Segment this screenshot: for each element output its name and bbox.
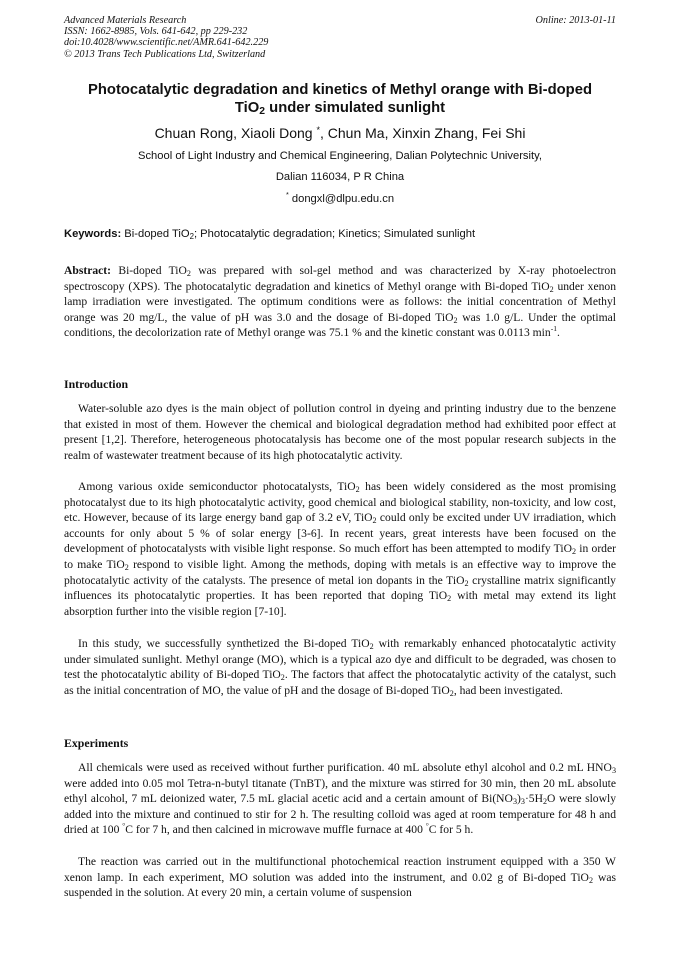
- subscript: 2: [369, 642, 374, 651]
- paragraph-text: could only be excited under UV irradiation, which accounts for only about 5 % of solar energy [3-6]. In recent years, great interests have been focused on the development of photocatalysts with visible light response. So much effort has been attempted to modify TiO: [64, 511, 616, 556]
- paragraph-text: . The factors that affect the photocatalytic activity of the catalyst, such as the initial concentration of MO, the value of pH and the dosage of Bi-doped TiO: [64, 668, 616, 697]
- superscript: -1: [550, 324, 557, 334]
- subscript: 2: [453, 315, 458, 325]
- subscript: 3: [512, 797, 517, 807]
- title-line-2: under simulated sunlight: [265, 100, 446, 116]
- author-list: [60, 125, 620, 141]
- keywords: [64, 228, 616, 240]
- paragraph-text: crystalline matrix significantly influences its photocatalytic properties. It has been reported that doping TiO: [64, 573, 616, 603]
- affiliation-line-2: Dalian 116034, P R China: [275, 171, 405, 183]
- subscript: 2: [280, 673, 285, 683]
- journal-header: [64, 15, 616, 60]
- paragraph-text: with metal may extend its light absorption further into the visible region [7-10].: [64, 589, 616, 618]
- section-heading-introduction: Introduction: [64, 377, 129, 391]
- section-heading-experiments: Experiments: [64, 736, 129, 750]
- authors-part-2: , Chun Ma, Xinxin Zhang, Fei Shi: [320, 125, 526, 141]
- intro-paragraph-2: [64, 479, 616, 619]
- email-star: *: [285, 190, 289, 199]
- subscript: 2: [464, 578, 469, 588]
- doi-line: doi:10.4028/www.scientific.net/AMR.641-642.229: [64, 37, 269, 49]
- paragraph-text: ): [517, 792, 521, 806]
- subscript: 2: [588, 875, 593, 885]
- paragraph-text: , had been investigated.: [453, 683, 563, 697]
- corresponding-mark: *: [316, 125, 320, 135]
- subscript: 2: [571, 547, 577, 557]
- subscript: 2: [186, 269, 191, 278]
- title-subscript: 2: [259, 106, 266, 117]
- degree-mark: °: [425, 821, 429, 831]
- abstract-text: Bi-doped TiO: [111, 264, 187, 277]
- subscript: 2: [542, 797, 548, 807]
- copyright-line: © 2013 Trans Tech Publications Ltd, Switzerland: [64, 48, 266, 60]
- subscript: 3: [520, 797, 525, 807]
- subscript: 3: [611, 766, 616, 775]
- intro-paragraph-1: Water-soluble azo dyes is the main object of pollution control in dyeing and printing industry due to the benzene that existed in most of them. However the chemical and biological degradation method had exhibited poor effect at present [1,2]. Therefore, heterogeneous photocatalysis has become one of the most popular research subjects in the realm of wastewater treatment because of its high photocatalytic activity.: [64, 402, 616, 462]
- journal-name: Advanced Materials Research: [64, 15, 187, 26]
- corresponding-email: [60, 190, 620, 205]
- online-date: Online: 2013-01-11: [535, 15, 616, 26]
- subscript: 2: [447, 594, 452, 604]
- paragraph-text: respond to visible light. Among the methods, doping with metals is an effective way to improve the photocatalytic activity of the catalysts. The presence of metal ion dopants in the TiO: [64, 557, 616, 587]
- paragraph-text: were added into 0.05 mol Tetra-n-butyl titanate (TnBT), and the mixture was stirred for 30 min, then 20 mL absolute ethyl alcohol, 7 mL deionized water, 7.5 mL glacial acetic acid and a certain amount of Bi(NO: [64, 776, 616, 806]
- keyword-subscript: 2: [189, 232, 194, 241]
- experiments-paragraph-2: [64, 854, 616, 901]
- paragraph-text: O were slowly added into the mixture and continued to stir for 2 h. The resulting colloid was aged at room temperature for 48 h and dried at 100: [64, 792, 616, 837]
- intro-paragraph-3: [64, 636, 616, 698]
- authors-part-1: Chuan Rong, Xiaoli Dong: [154, 125, 317, 141]
- title-line-1: Photocatalytic degradation and kinetics of Methyl orange with Bi-doped: [88, 82, 592, 98]
- subscript: 2: [355, 485, 360, 494]
- paragraph-text: was suspended in the solution. At every 20 min, a certain volume of suspension: [64, 870, 616, 900]
- issn-line: ISSN: 1662-8985, Vols. 641-642, pp 229-232: [64, 26, 248, 38]
- subscript: 2: [449, 688, 454, 698]
- abstract-label: Abstract:: [64, 264, 112, 277]
- keywords-label: Keywords:: [64, 228, 122, 240]
- experiments-paragraph-1: [64, 760, 616, 838]
- paragraph-text: C for 7 h, and then calcined in microwave muffle furnace at 400: [125, 823, 426, 837]
- keywords-rest: ; Photocatalytic degradation; Kinetics; Simulated sunlight: [193, 228, 476, 240]
- paragraph-text: C for 5 h.: [428, 823, 474, 837]
- affiliation-line-1: School of Light Industry and Chemical Engineering, Dalian Polytechnic University,: [138, 150, 542, 162]
- paper-title: [60, 81, 620, 117]
- paragraph-text: with remarkably enhanced photocatalytic activity under simulated sunlight. Methyl orange (MO), which is a typical azo dye and difficult to be degraded, was chosen to test the photocatalytic ability of Bi-doped TiO: [64, 637, 616, 682]
- paragraph-text: has been widely considered as the most promising photocatalyst due to its high photocatalytic activity, good chemical and biological stability, non-toxicity, and low cost, etc. However, because of its large energy band gap of 3.2 eV, TiO: [64, 480, 616, 525]
- subscript: 2: [124, 562, 129, 572]
- paragraph-text: in order to make TiO: [64, 542, 616, 571]
- paragraph-text: In this study, we successfully synthetized the Bi-doped TiO: [78, 637, 370, 650]
- degree-mark: °: [122, 821, 126, 831]
- title-tio: TiO: [234, 100, 260, 116]
- abstract-text: was 1.0 g/L. Under the optimal conditions, the decolorization rate of Methyl orange was 75.1 % and the kinetic constant was 0.0113 min: [64, 310, 616, 340]
- paragraph-text: ·5H: [524, 792, 543, 806]
- email-address: dongxl@dlpu.edu.cn: [288, 193, 395, 205]
- abstract: [64, 263, 616, 341]
- abstract-text: was prepared with sol-gel method and was characterized by X-ray photoelectron spectroscopy (XPS). The photocatalytic degradation and kinetics of Methyl orange with Bi-doped TiO: [64, 264, 617, 293]
- paragraph-text: The reaction was carried out in the multifunctional photochemical reaction instrument equipped with a 350 W xenon lamp. In each experiment, MO solution was added into the instrument, and 0.02 g of Bi-doped TiO: [64, 855, 616, 884]
- subscript: 2: [372, 516, 377, 526]
- paragraph-text: Among various oxide semiconductor photocatalysts, TiO: [78, 480, 356, 493]
- subscript: 2: [549, 284, 554, 294]
- abstract-text: under xenon lamp irradiation were investigated. The optimum conditions were as follows: the initial concentration of Methyl orange was 20 mg/L, the value of pH was 3.0 and the dosage of Bi-doped TiO: [64, 279, 616, 324]
- keyword-1: Bi-doped TiO: [121, 228, 190, 240]
- paragraph-text: All chemicals were used as received without further purification. 40 mL absolute ethyl alcohol and 0.2 mL HNO: [78, 761, 612, 774]
- abstract-text: .: [557, 326, 560, 340]
